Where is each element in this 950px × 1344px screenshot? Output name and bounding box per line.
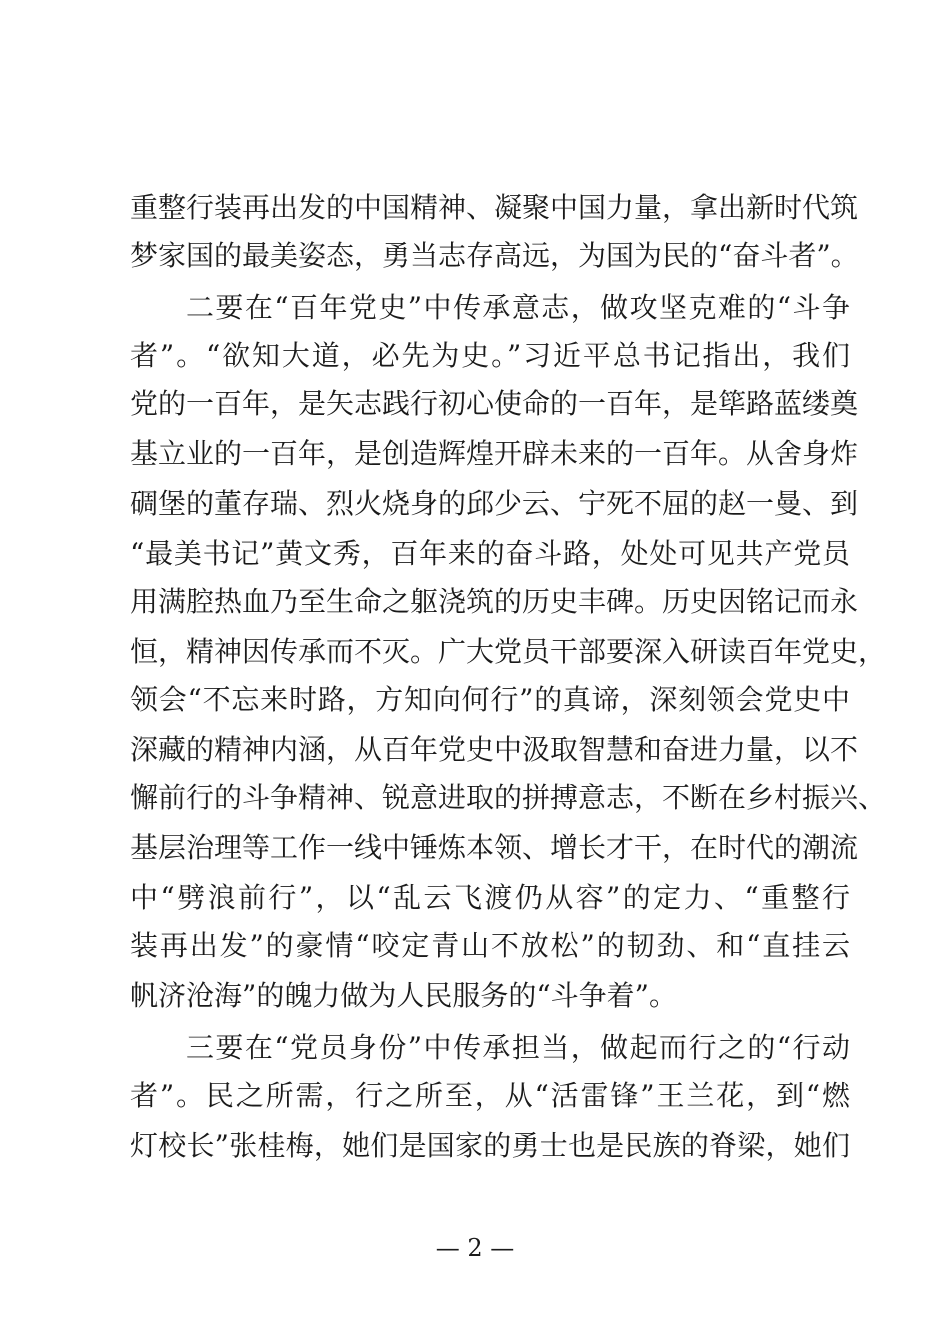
text-line: 恒，精神因传承而不灭。广大党员干部要深入研读百年党史， bbox=[130, 635, 887, 668]
text-line: 党的一百年，是矢志践行初心使命的一百年，是筚路蓝缕奠 bbox=[130, 387, 859, 420]
text-line: 重整行装再出发的中国精神、凝聚中国力量，拿出新时代筑 bbox=[130, 191, 859, 224]
text-line: 基层治理等工作一线中锤炼本领、增长才干，在时代的潮流 bbox=[130, 831, 859, 864]
page-number: — 2 — bbox=[435, 1234, 515, 1262]
text-line: 装再出发”的豪情“咬定青山不放松”的韧劲、和“直挂云 bbox=[130, 929, 850, 962]
paragraph-start-line: 二要在“百年党史”中传承意志，做攻坚克难的“斗争 bbox=[186, 291, 850, 324]
text-line: 深藏的精神内涵，从百年党史中汲取智慧和奋进力量，以不 bbox=[130, 733, 859, 766]
text-line: 领会“不忘来时路，方知向何行”的真谛，深刻领会党史中 bbox=[130, 683, 850, 716]
text-line: 碉堡的董存瑞、烈火烧身的邱少云、宁死不屈的赵一曼、到 bbox=[130, 487, 859, 520]
text-line: 者”。“欲知大道，必先为史。”习近平总书记指出，我们 bbox=[130, 339, 850, 372]
text-line: 梦家国的最美姿态，勇当志存高远，为国为民的“奋斗者”。 bbox=[130, 239, 859, 272]
text-line: 懈前行的斗争精神、锐意进取的拼搏意志，不断在乡村振兴、 bbox=[130, 781, 887, 814]
text-line: “最美书记”黄文秀，百年来的奋斗路，处处可见共产党员 bbox=[130, 537, 850, 570]
text-line: 用满腔热血乃至生命之躯浇筑的历史丰碑。历史因铭记而永 bbox=[130, 585, 859, 618]
text-line: 帆济沧海”的魄力做为人民服务的“斗争着”。 bbox=[130, 979, 677, 1012]
text-line: 中“劈浪前行”，以“乱云飞渡仍从容”的定力、“重整行 bbox=[130, 881, 850, 914]
paragraph-start-line: 三要在“党员身份”中传承担当，做起而行之的“行动 bbox=[186, 1031, 850, 1064]
text-line: 灯校长”张桂梅，她们是国家的勇士也是民族的脊梁，她们 bbox=[130, 1129, 850, 1162]
text-line: 者”。民之所需，行之所至，从“活雷锋”王兰花，到“燃 bbox=[130, 1079, 850, 1112]
text-line: 基立业的一百年，是创造辉煌开辟未来的一百年。从舍身炸 bbox=[130, 437, 859, 470]
